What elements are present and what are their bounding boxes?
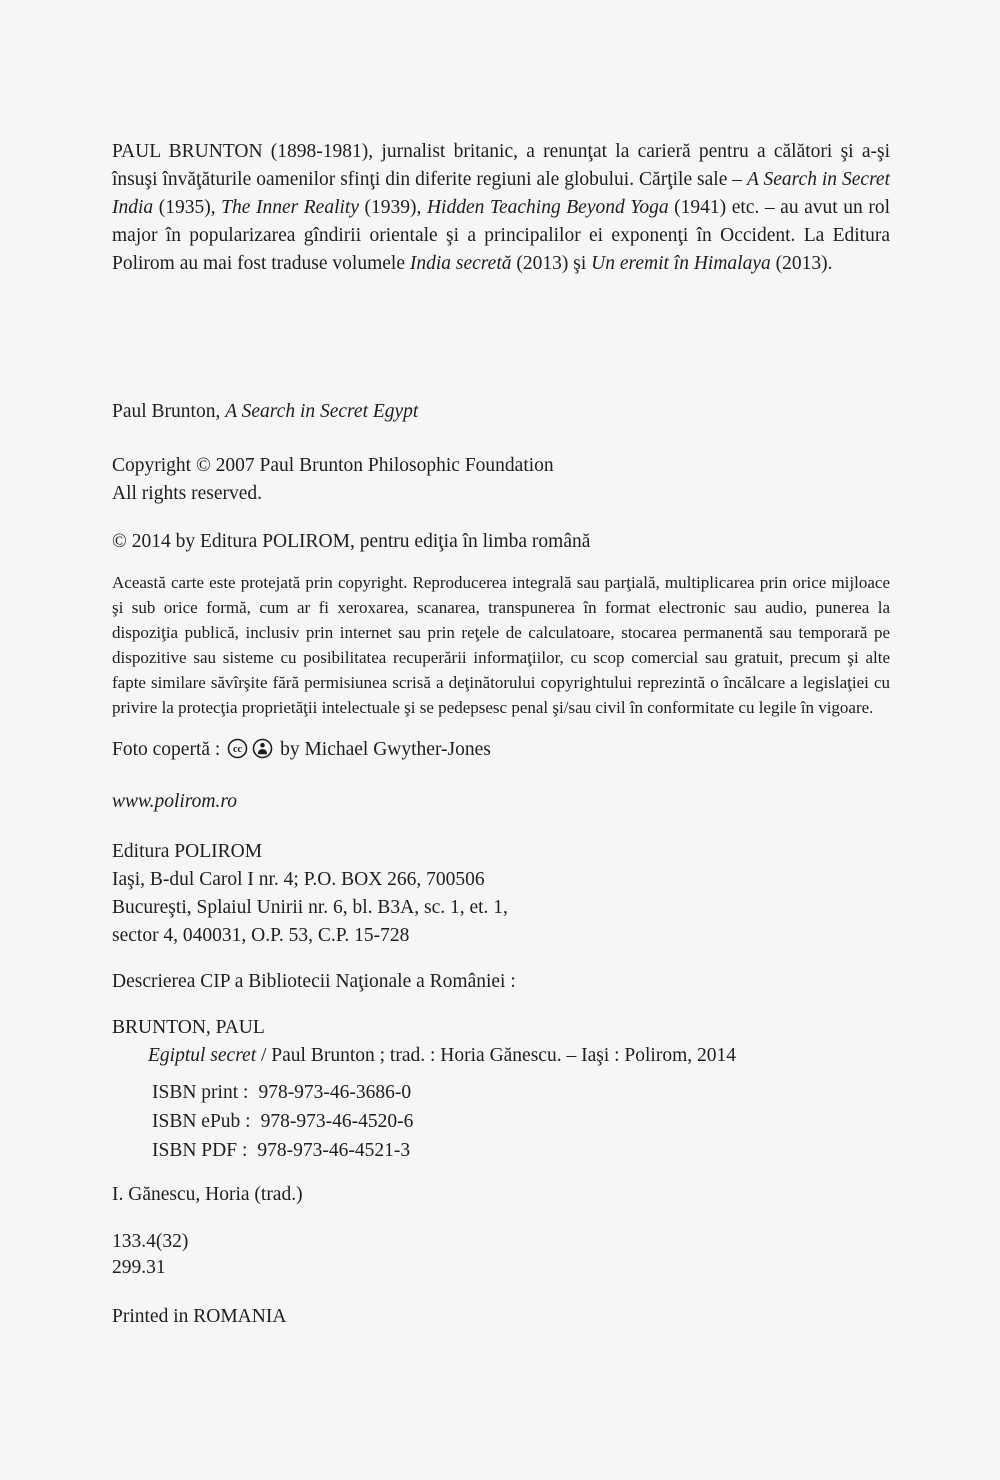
original-author: Paul Brunton, [112, 401, 226, 422]
copyright-line: Copyright © 2007 Paul Brunton Philosophic Foundation [112, 455, 554, 476]
isbn-print-value: 978-973-46-3686-0 [258, 1082, 412, 1103]
original-title-line [112, 398, 890, 426]
photo-credit-text: by Michael Gwyther-Jones [275, 739, 491, 760]
book-title-hidden-teaching: Hidden Teaching Beyond Yoga [426, 197, 669, 218]
classification-number: 299.31 [112, 1257, 166, 1278]
isbn-print-row [152, 1078, 890, 1107]
page-content [112, 0, 890, 1331]
legal-notice-paragraph: Această carte este protejată prin copyright. Reproducerea integrală sau parţială, multiplicarea prin orice mijloace şi sub orice formă, cum ar fi xeroxarea, scanarea, transpunerea în format electronic sau audio, punerea la dispoziţia publică, inclusiv prin internet sau prin reţele de calculatoare, stocarea permanentă sau temporară pe dispozitive sau sisteme cu posibilitatea recuperării informaţiilor, cu scop comercial sau gratuit, precum şi alte fapte similare săvîrşite fără permisiunea scrisă a deţinătorului copyrightului reprezintă o încălcare a legislaţiei cu privire la protecţia proprietăţii intelectuale şi se pedepsesc penal şi/sau civil în conformitate cu legile în vigoare. [112, 573, 890, 717]
isbn-pdf-value: 978-973-46-4521-3 [257, 1140, 411, 1161]
bio-text: (2013). [770, 253, 833, 274]
svg-text:cc: cc [233, 744, 243, 756]
classification-number: 133.4(32) [112, 1231, 189, 1252]
book-title-inner-reality: The Inner Reality [221, 197, 359, 218]
cip-entry-rest: / Paul Brunton ; trad. : Horia Gănescu. – Iaşi : Polirom, 2014 [256, 1045, 736, 1066]
cip-entry-title: Egiptul secret [148, 1045, 257, 1066]
cip-author-name: BRUNTON, PAUL [112, 1017, 265, 1038]
isbn-block [152, 1078, 890, 1165]
publisher-address-block [112, 838, 890, 950]
edition-copyright-line: © 2014 by Editura POLIROM, pentru ediţia în limba română [112, 531, 591, 552]
cc-by-icon [252, 738, 273, 759]
isbn-epub-value: 978-973-46-4520-6 [260, 1111, 414, 1132]
bio-text: PAUL BRUNTON (1898-1981), jurnalist britanic, a renunţat la carieră pentru a călători şi a-şi însuşi învăţăturile oamenilor sfinţi din diferite regiuni ale globului. Cărţile sale – [112, 141, 890, 190]
bio-text: (1941) etc. – au avut un rol major în popularizarea gîndirii orientale şi a principalilor ei exponenţi în Occident. La Editura Polirom au mai fost traduse volumele [112, 197, 890, 274]
copyright-block [112, 452, 890, 508]
cip-entry-line [148, 1042, 890, 1070]
bio-text: (1935), [153, 197, 222, 218]
book-title-eremit-himalaya: Un eremit în Himalaya [591, 253, 771, 274]
isbn-pdf-row [152, 1136, 890, 1165]
isbn-epub-row [152, 1107, 890, 1136]
author-bio-paragraph [112, 138, 890, 278]
publisher-address-line: Iaşi, B-dul Carol I nr. 4; P.O. BOX 266, 700506 [112, 869, 485, 890]
printed-in-line: Printed in ROMANIA [112, 1306, 287, 1327]
publisher-address-line: sector 4, 040031, O.P. 53, C.P. 15-728 [112, 925, 410, 946]
isbn-pdf-label: ISBN PDF : [152, 1140, 248, 1161]
rights-line: All rights reserved. [112, 483, 263, 504]
isbn-print-label: ISBN print : [152, 1082, 249, 1103]
book-title-india-secreta: India secretă [409, 253, 512, 274]
publisher-website: www.polirom.ro [112, 791, 237, 812]
original-title: A Search in Secret Egypt [225, 401, 419, 422]
publisher-address-line: Bucureşti, Splaiul Unirii nr. 6, bl. B3A, sc. 1, et. 1, [112, 897, 508, 918]
isbn-epub-label: ISBN ePub : [152, 1111, 251, 1132]
classification-block [112, 1229, 890, 1281]
publisher-name: Editura POLIROM [112, 841, 263, 862]
photo-credit-line [112, 736, 890, 764]
bio-text: (1939), [358, 197, 427, 218]
cip-heading: Descrierea CIP a Bibliotecii Naţionale a României : [112, 971, 516, 992]
bio-text: (2013) şi [511, 253, 592, 274]
book-title-secret-india: A Search in Secret India [112, 169, 891, 218]
photo-credit-label: Foto copertă : [112, 739, 226, 760]
translator-line: I. Gănescu, Horia (trad.) [112, 1184, 303, 1205]
cip-record [112, 1014, 890, 1070]
cc-icon [227, 738, 248, 759]
